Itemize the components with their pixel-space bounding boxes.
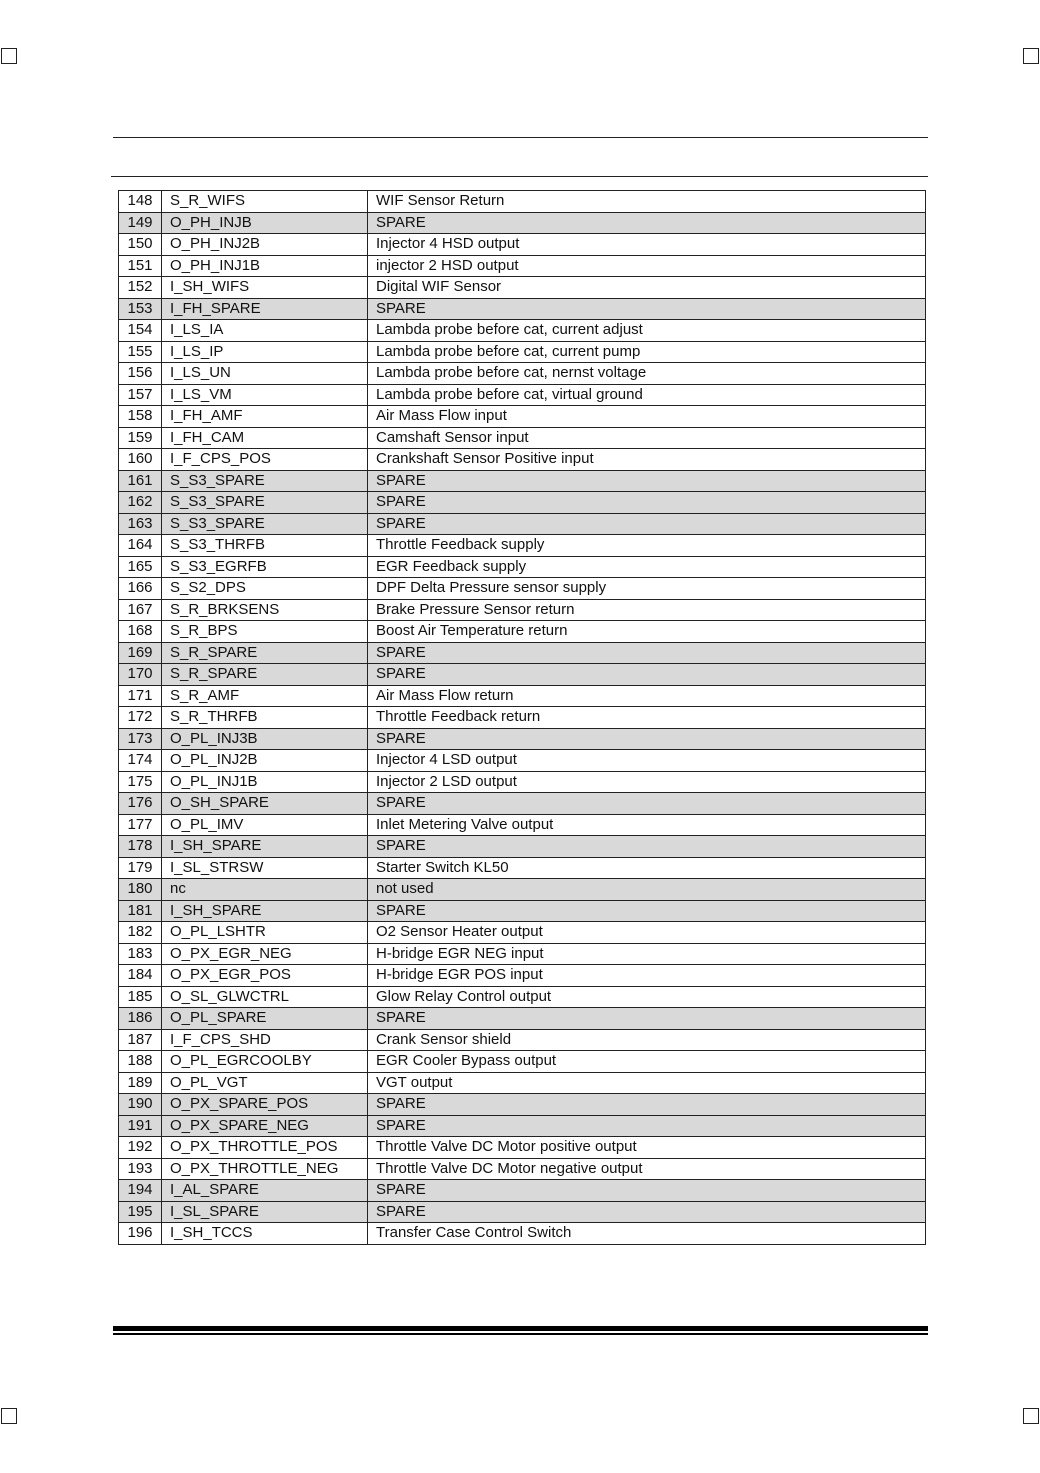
description-cell: H-bridge EGR NEG input: [368, 943, 926, 965]
pin-number-cell: 167: [119, 599, 162, 621]
description-cell: SPARE: [368, 1008, 926, 1030]
table-row: [119, 363, 926, 385]
table-row: [119, 449, 926, 471]
description-cell: DPF Delta Pressure sensor supply: [368, 578, 926, 600]
description-cell: Throttle Valve DC Motor negative output: [368, 1158, 926, 1180]
pin-number-cell: 163: [119, 513, 162, 535]
table-row: [119, 750, 926, 772]
pin-number-cell: 190: [119, 1094, 162, 1116]
pin-number-cell: 187: [119, 1029, 162, 1051]
pin-number-cell: 176: [119, 793, 162, 815]
pin-number-cell: 152: [119, 277, 162, 299]
signal-name-cell: nc: [162, 879, 368, 901]
table-row: [119, 384, 926, 406]
signal-name-cell: O_PX_THROTTLE_POS: [162, 1137, 368, 1159]
signal-name-cell: I_LS_IP: [162, 341, 368, 363]
pin-number-cell: 155: [119, 341, 162, 363]
signal-name-cell: I_FH_CAM: [162, 427, 368, 449]
signal-name-cell: S_S3_EGRFB: [162, 556, 368, 578]
pin-number-cell: 154: [119, 320, 162, 342]
signal-name-cell: O_SL_GLWCTRL: [162, 986, 368, 1008]
description-cell: Throttle Valve DC Motor positive output: [368, 1137, 926, 1159]
description-cell: SPARE: [368, 513, 926, 535]
signal-name-cell: I_LS_IA: [162, 320, 368, 342]
table-row: [119, 578, 926, 600]
pin-number-cell: 178: [119, 836, 162, 858]
table-row: [119, 836, 926, 858]
table-row: [119, 320, 926, 342]
table-row: [119, 1051, 926, 1073]
signal-name-cell: O_PL_INJ1B: [162, 771, 368, 793]
table-row: [119, 599, 926, 621]
table-row: [119, 492, 926, 514]
signal-name-cell: O_PH_INJ1B: [162, 255, 368, 277]
table-row: [119, 1180, 926, 1202]
signal-name-cell: I_F_CPS_SHD: [162, 1029, 368, 1051]
signal-name-cell: O_PX_EGR_POS: [162, 965, 368, 987]
table-row: [119, 255, 926, 277]
signal-name-cell: I_SH_TCCS: [162, 1223, 368, 1245]
pin-number-cell: 170: [119, 664, 162, 686]
table-row: [119, 1115, 926, 1137]
pin-number-cell: 160: [119, 449, 162, 471]
table-row: [119, 298, 926, 320]
description-cell: Camshaft Sensor input: [368, 427, 926, 449]
signal-name-cell: S_R_BPS: [162, 621, 368, 643]
signal-name-cell: O_PH_INJB: [162, 212, 368, 234]
description-cell: injector 2 HSD output: [368, 255, 926, 277]
table-row: [119, 513, 926, 535]
signal-name-cell: S_S2_DPS: [162, 578, 368, 600]
pin-number-cell: 161: [119, 470, 162, 492]
pin-number-cell: 191: [119, 1115, 162, 1137]
description-cell: SPARE: [368, 664, 926, 686]
description-cell: Boost Air Temperature return: [368, 621, 926, 643]
signal-name-cell: I_SL_STRSW: [162, 857, 368, 879]
table-row: [119, 1094, 926, 1116]
pin-number-cell: 168: [119, 621, 162, 643]
pin-number-cell: 177: [119, 814, 162, 836]
description-cell: SPARE: [368, 793, 926, 815]
table-row: [119, 879, 926, 901]
table-row: [119, 664, 926, 686]
pin-number-cell: 195: [119, 1201, 162, 1223]
signal-name-cell: S_R_SPARE: [162, 642, 368, 664]
table-row: [119, 943, 926, 965]
description-cell: EGR Cooler Bypass output: [368, 1051, 926, 1073]
header-rule-lower: [111, 176, 928, 177]
pin-number-cell: 181: [119, 900, 162, 922]
signal-name-cell: O_SH_SPARE: [162, 793, 368, 815]
description-cell: Air Mass Flow return: [368, 685, 926, 707]
signal-name-cell: O_PL_INJ2B: [162, 750, 368, 772]
pin-number-cell: 192: [119, 1137, 162, 1159]
table-row: [119, 234, 926, 256]
description-cell: SPARE: [368, 298, 926, 320]
table-row: [119, 900, 926, 922]
pin-number-cell: 158: [119, 406, 162, 428]
signal-name-cell: S_R_SPARE: [162, 664, 368, 686]
pin-number-cell: 165: [119, 556, 162, 578]
signal-name-cell: O_PX_SPARE_POS: [162, 1094, 368, 1116]
description-cell: SPARE: [368, 212, 926, 234]
signal-name-cell: O_PX_EGR_NEG: [162, 943, 368, 965]
table-row: [119, 1223, 926, 1245]
description-cell: SPARE: [368, 642, 926, 664]
signal-name-cell: S_R_BRKSENS: [162, 599, 368, 621]
description-cell: SPARE: [368, 1201, 926, 1223]
pin-number-cell: 153: [119, 298, 162, 320]
description-cell: H-bridge EGR POS input: [368, 965, 926, 987]
signal-name-cell: O_PL_EGRCOOLBY: [162, 1051, 368, 1073]
table-row: [119, 986, 926, 1008]
signal-name-cell: I_SH_SPARE: [162, 836, 368, 858]
description-cell: Injector 4 LSD output: [368, 750, 926, 772]
description-cell: SPARE: [368, 900, 926, 922]
signal-name-cell: O_PX_SPARE_NEG: [162, 1115, 368, 1137]
pin-number-cell: 182: [119, 922, 162, 944]
pin-table-body: [119, 191, 926, 1245]
table-row: [119, 793, 926, 815]
signal-name-cell: S_S3_SPARE: [162, 492, 368, 514]
pin-number-cell: 186: [119, 1008, 162, 1030]
pin-number-cell: 194: [119, 1180, 162, 1202]
table-row: [119, 427, 926, 449]
pin-number-cell: 172: [119, 707, 162, 729]
description-cell: SPARE: [368, 728, 926, 750]
pin-number-cell: 150: [119, 234, 162, 256]
table-row: [119, 212, 926, 234]
pin-number-cell: 184: [119, 965, 162, 987]
description-cell: SPARE: [368, 836, 926, 858]
description-cell: Throttle Feedback supply: [368, 535, 926, 557]
footer-rule-thick: [113, 1326, 928, 1331]
signal-name-cell: S_S3_THRFB: [162, 535, 368, 557]
table-row: [119, 685, 926, 707]
pin-number-cell: 166: [119, 578, 162, 600]
description-cell: Throttle Feedback return: [368, 707, 926, 729]
pin-number-cell: 175: [119, 771, 162, 793]
description-cell: Starter Switch KL50: [368, 857, 926, 879]
crop-mark-top-left: [1, 48, 17, 64]
signal-name-cell: O_PL_IMV: [162, 814, 368, 836]
description-cell: Inlet Metering Valve output: [368, 814, 926, 836]
pin-number-cell: 148: [119, 191, 162, 213]
pin-number-cell: 162: [119, 492, 162, 514]
table-row: [119, 1137, 926, 1159]
table-row: [119, 556, 926, 578]
table-row: [119, 1029, 926, 1051]
pin-number-cell: 196: [119, 1223, 162, 1245]
description-cell: VGT output: [368, 1072, 926, 1094]
signal-name-cell: S_R_THRFB: [162, 707, 368, 729]
crop-mark-bottom-right: [1023, 1408, 1039, 1424]
description-cell: SPARE: [368, 1115, 926, 1137]
signal-name-cell: I_SH_WIFS: [162, 277, 368, 299]
description-cell: Lambda probe before cat, virtual ground: [368, 384, 926, 406]
table-row: [119, 642, 926, 664]
signal-name-cell: O_PH_INJ2B: [162, 234, 368, 256]
description-cell: Glow Relay Control output: [368, 986, 926, 1008]
pin-number-cell: 159: [119, 427, 162, 449]
pin-number-cell: 185: [119, 986, 162, 1008]
table-row: [119, 857, 926, 879]
table-row: [119, 814, 926, 836]
table-row: [119, 728, 926, 750]
pin-number-cell: 157: [119, 384, 162, 406]
signal-name-cell: O_PL_LSHTR: [162, 922, 368, 944]
signal-name-cell: S_R_WIFS: [162, 191, 368, 213]
signal-name-cell: O_PL_VGT: [162, 1072, 368, 1094]
signal-name-cell: S_S3_SPARE: [162, 470, 368, 492]
table-row: [119, 1008, 926, 1030]
description-cell: WIF Sensor Return: [368, 191, 926, 213]
signal-name-cell: O_PL_SPARE: [162, 1008, 368, 1030]
crop-mark-top-right: [1023, 48, 1039, 64]
description-cell: Transfer Case Control Switch: [368, 1223, 926, 1245]
pin-assignment-table: [118, 190, 926, 1245]
description-cell: Crankshaft Sensor Positive input: [368, 449, 926, 471]
table-row: [119, 1072, 926, 1094]
description-cell: not used: [368, 879, 926, 901]
pin-number-cell: 151: [119, 255, 162, 277]
pin-number-cell: 193: [119, 1158, 162, 1180]
signal-name-cell: I_F_CPS_POS: [162, 449, 368, 471]
pin-number-cell: 183: [119, 943, 162, 965]
header-rule: [113, 137, 928, 138]
description-cell: Injector 4 HSD output: [368, 234, 926, 256]
description-cell: O2 Sensor Heater output: [368, 922, 926, 944]
table-row: [119, 341, 926, 363]
description-cell: Digital WIF Sensor: [368, 277, 926, 299]
pin-number-cell: 179: [119, 857, 162, 879]
description-cell: Lambda probe before cat, current pump: [368, 341, 926, 363]
signal-name-cell: I_LS_UN: [162, 363, 368, 385]
table-row: [119, 965, 926, 987]
description-cell: SPARE: [368, 1094, 926, 1116]
pin-number-cell: 189: [119, 1072, 162, 1094]
table-row: [119, 406, 926, 428]
description-cell: Lambda probe before cat, nernst voltage: [368, 363, 926, 385]
pin-number-cell: 188: [119, 1051, 162, 1073]
description-cell: Crank Sensor shield: [368, 1029, 926, 1051]
description-cell: Brake Pressure Sensor return: [368, 599, 926, 621]
table-row: [119, 470, 926, 492]
table-row: [119, 1158, 926, 1180]
pin-number-cell: 156: [119, 363, 162, 385]
signal-name-cell: I_AL_SPARE: [162, 1180, 368, 1202]
signal-name-cell: O_PL_INJ3B: [162, 728, 368, 750]
table-row: [119, 707, 926, 729]
table-row: [119, 771, 926, 793]
pin-number-cell: 169: [119, 642, 162, 664]
signal-name-cell: I_LS_VM: [162, 384, 368, 406]
signal-name-cell: I_SL_SPARE: [162, 1201, 368, 1223]
pin-number-cell: 164: [119, 535, 162, 557]
signal-name-cell: S_R_AMF: [162, 685, 368, 707]
pin-number-cell: 171: [119, 685, 162, 707]
table-row: [119, 1201, 926, 1223]
table-row: [119, 535, 926, 557]
description-cell: Injector 2 LSD output: [368, 771, 926, 793]
pin-number-cell: 180: [119, 879, 162, 901]
table-row: [119, 277, 926, 299]
table-row: [119, 621, 926, 643]
pin-number-cell: 149: [119, 212, 162, 234]
signal-name-cell: O_PX_THROTTLE_NEG: [162, 1158, 368, 1180]
table-row: [119, 191, 926, 213]
description-cell: SPARE: [368, 1180, 926, 1202]
crop-mark-bottom-left: [1, 1408, 17, 1424]
pin-number-cell: 173: [119, 728, 162, 750]
table-row: [119, 922, 926, 944]
description-cell: Air Mass Flow input: [368, 406, 926, 428]
signal-name-cell: I_FH_SPARE: [162, 298, 368, 320]
signal-name-cell: S_S3_SPARE: [162, 513, 368, 535]
description-cell: SPARE: [368, 470, 926, 492]
description-cell: Lambda probe before cat, current adjust: [368, 320, 926, 342]
description-cell: EGR Feedback supply: [368, 556, 926, 578]
footer-rule-thin: [113, 1333, 928, 1335]
pin-number-cell: 174: [119, 750, 162, 772]
description-cell: SPARE: [368, 492, 926, 514]
signal-name-cell: I_FH_AMF: [162, 406, 368, 428]
signal-name-cell: I_SH_SPARE: [162, 900, 368, 922]
